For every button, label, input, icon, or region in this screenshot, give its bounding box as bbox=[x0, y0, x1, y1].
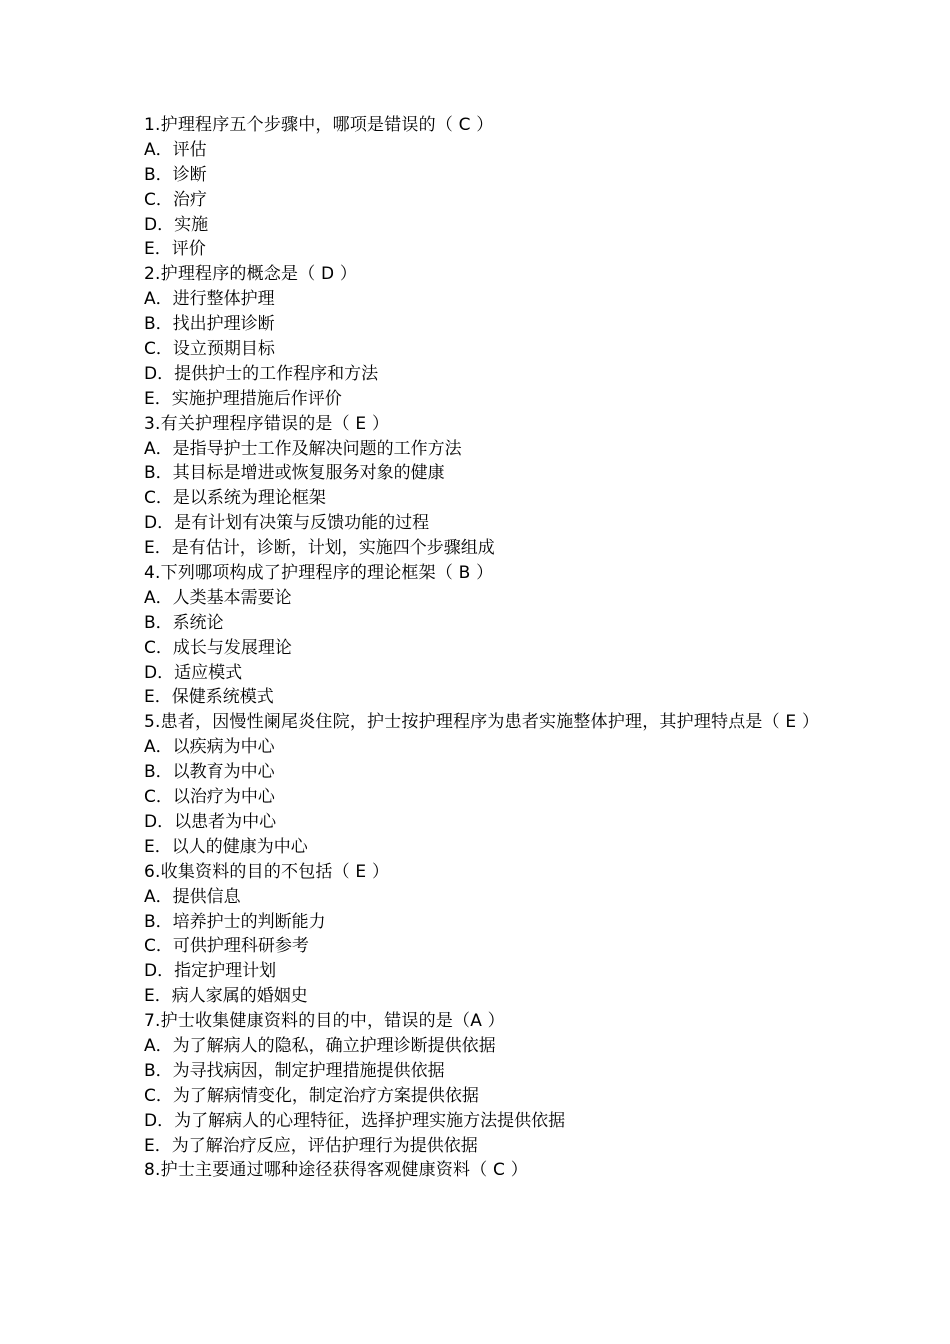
answer-option: C．是以系统为理论框架 bbox=[144, 488, 326, 509]
answer-option: C．治疗 bbox=[144, 189, 207, 210]
question-stem: 2.护理程序的概念是（ D ） bbox=[144, 264, 358, 285]
answer-option: E．病人家属的婚姻史 bbox=[144, 986, 308, 1007]
answer-option: E．是有估计，诊断，计划，实施四个步骤组成 bbox=[144, 538, 495, 559]
answer-option: C．成长与发展理论 bbox=[144, 637, 292, 658]
answer-option: D．适应模式 bbox=[144, 662, 243, 683]
answer-option: B．为寻找病因，制定护理措施提供依据 bbox=[144, 1060, 445, 1081]
answer-option: D．提供护士的工作程序和方法 bbox=[144, 363, 379, 384]
answer-option: B．系统论 bbox=[144, 612, 224, 633]
question-stem: 6.收集资料的目的不包括（ E ） bbox=[144, 861, 390, 882]
question-block bbox=[144, 1158, 814, 1183]
answer-option: C．以治疗为中心 bbox=[144, 787, 275, 808]
answer-option: A．评估 bbox=[144, 139, 207, 160]
answer-option: E．以人的健康为中心 bbox=[144, 836, 308, 857]
answer-option: D．实施 bbox=[144, 214, 209, 235]
answer-option: C．可供护理科研参考 bbox=[144, 936, 309, 957]
question-stem: 3.有关护理程序错误的是（ E ） bbox=[144, 413, 390, 434]
answer-option: A．进行整体护理 bbox=[144, 289, 275, 310]
question-stem: 5.患者，因慢性阑尾炎住院，护士按护理程序为患者实施整体护理，其护理特点是（ E ） bbox=[144, 712, 820, 733]
answer-option: A．是指导护士工作及解决问题的工作方法 bbox=[144, 438, 462, 459]
answer-option: B．其目标是增进或恢复服务对象的健康 bbox=[144, 463, 445, 484]
question-block bbox=[144, 710, 820, 859]
answer-option: E．保健系统模式 bbox=[144, 687, 274, 708]
answer-option: C．为了解病情变化，制定治疗方案提供依据 bbox=[144, 1085, 479, 1106]
question-stem: 1.护理程序五个步骤中，哪项是错误的（ C ） bbox=[144, 115, 494, 135]
answer-option: C．设立预期目标 bbox=[144, 339, 275, 360]
answer-option: D．为了解病人的心理特征，选择护理实施方法提供依据 bbox=[144, 1110, 566, 1131]
question-stem: 7.护士收集健康资料的目的中，错误的是（A ） bbox=[144, 1011, 505, 1032]
question-block bbox=[144, 561, 814, 710]
answer-option: B．找出护理诊断 bbox=[144, 314, 275, 335]
answer-option: D．以患者为中心 bbox=[144, 811, 277, 832]
answer-option: A．提供信息 bbox=[144, 886, 241, 907]
answer-option: E．为了解治疗反应，评估护理行为提供依据 bbox=[144, 1135, 478, 1156]
answer-option: D．指定护理计划 bbox=[144, 961, 277, 982]
document-body bbox=[144, 113, 820, 1183]
answer-option: A．为了解病人的隐私，确立护理诊断提供依据 bbox=[144, 1035, 496, 1056]
question-stem: 8.护士主要通过哪种途径获得客观健康资料（ C ） bbox=[144, 1160, 528, 1181]
answer-option: B．培养护士的判断能力 bbox=[144, 911, 326, 932]
question-block bbox=[144, 113, 814, 262]
answer-option: A．以疾病为中心 bbox=[144, 737, 275, 758]
question-block bbox=[144, 860, 814, 1009]
question-block bbox=[144, 1009, 814, 1158]
answer-option: B．诊断 bbox=[144, 164, 207, 185]
answer-option: E．评价 bbox=[144, 239, 206, 260]
answer-option: A．人类基本需要论 bbox=[144, 587, 292, 608]
question-stem: 4.下列哪项构成了护理程序的理论框架（ B ） bbox=[144, 563, 494, 584]
answer-option: E．实施护理措施后作评价 bbox=[144, 388, 342, 409]
answer-option: B．以教育为中心 bbox=[144, 762, 275, 783]
answer-option: D．是有计划有决策与反馈功能的过程 bbox=[144, 513, 430, 534]
question-block bbox=[144, 412, 814, 561]
question-block bbox=[144, 262, 814, 411]
